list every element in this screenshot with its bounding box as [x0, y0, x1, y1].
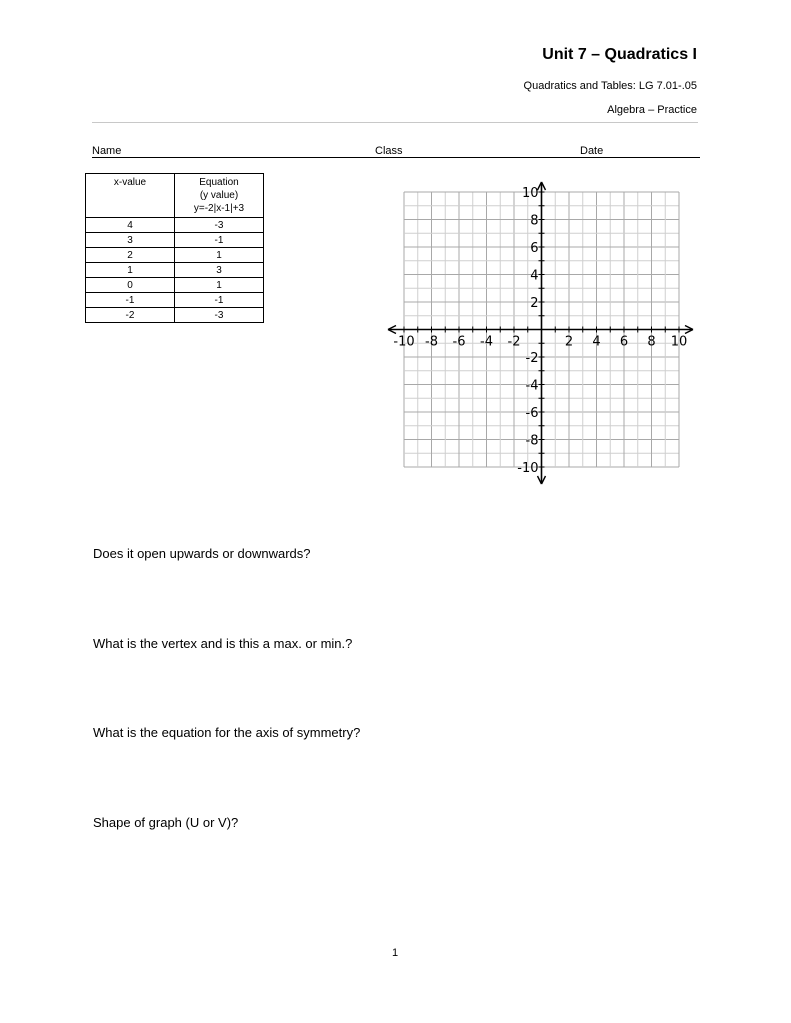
x-tick-label: -2 [507, 334, 521, 350]
name-label: Name [92, 145, 122, 157]
date-label: Date [580, 145, 604, 157]
y-cell[interactable]: -1 [175, 293, 264, 308]
x-cell[interactable]: 4 [86, 218, 175, 233]
y-tick-label: -10 [517, 461, 539, 476]
question-opens: Does it open upwards or downwards? [93, 546, 311, 561]
page-subtitle: Quadratics and Tables: LG 7.01-.05 [523, 80, 697, 92]
x-cell[interactable]: 0 [86, 278, 175, 293]
y-tick-label: -4 [525, 378, 539, 394]
values-table [85, 173, 264, 323]
x-tick-label: 4 [592, 334, 601, 350]
header-divider [92, 122, 698, 123]
y-cell[interactable]: 1 [175, 278, 264, 293]
x-tick-label: 6 [619, 334, 629, 350]
y-cell[interactable]: -1 [175, 233, 264, 248]
y-cell[interactable]: 3 [175, 263, 264, 278]
question-axis-symmetry: What is the equation for the axis of symmetry? [93, 725, 361, 740]
table-row [86, 218, 264, 233]
page-title: Unit 7 – Quadratics I [542, 46, 697, 63]
y-tick-label: -6 [525, 406, 539, 421]
y-cell[interactable]: 1 [175, 248, 264, 263]
equation-header: Equation (y value) y=-2|x-1|+3 [175, 174, 264, 218]
x-tick-label: 8 [647, 334, 656, 350]
x-tick-label: -4 [480, 334, 493, 350]
name-class-date-line[interactable] [92, 157, 700, 158]
y-tick-label: 6 [530, 241, 539, 256]
x-cell[interactable]: -1 [86, 293, 175, 308]
x-tick-label: -6 [452, 334, 466, 350]
table-row [86, 248, 264, 263]
y-tick-label: 2 [530, 296, 539, 311]
table-row [86, 308, 264, 323]
y-tick-label: 4 [530, 268, 539, 284]
coordinate-grid[interactable] [383, 180, 698, 488]
y-tick-label: 8 [530, 213, 539, 229]
x-cell[interactable]: 2 [86, 248, 175, 263]
y-tick-label: -8 [525, 433, 539, 449]
page-number: 1 [392, 947, 399, 959]
x-cell[interactable]: 1 [86, 263, 175, 278]
table-row [86, 263, 264, 278]
table-row [86, 233, 264, 248]
x-tick-label: -10 [393, 334, 415, 350]
table-row [86, 293, 264, 308]
course-label: Algebra – Practice [607, 104, 697, 116]
x-value-header: x-value [86, 174, 175, 218]
table-row [86, 278, 264, 293]
x-tick-label: -8 [425, 334, 438, 350]
x-cell[interactable]: 3 [86, 233, 175, 248]
question-shape: Shape of graph (U or V)? [93, 815, 239, 830]
y-tick-label: -2 [525, 351, 539, 366]
y-cell[interactable]: -3 [175, 308, 264, 323]
x-cell[interactable]: -2 [86, 308, 175, 323]
class-label: Class [375, 145, 403, 157]
x-tick-label: 2 [564, 334, 574, 350]
y-cell[interactable]: -3 [175, 218, 264, 233]
question-vertex: What is the vertex and is this a max. or min.? [93, 636, 353, 651]
x-tick-label: 10 [670, 334, 688, 350]
y-tick-label: 10 [521, 186, 539, 201]
